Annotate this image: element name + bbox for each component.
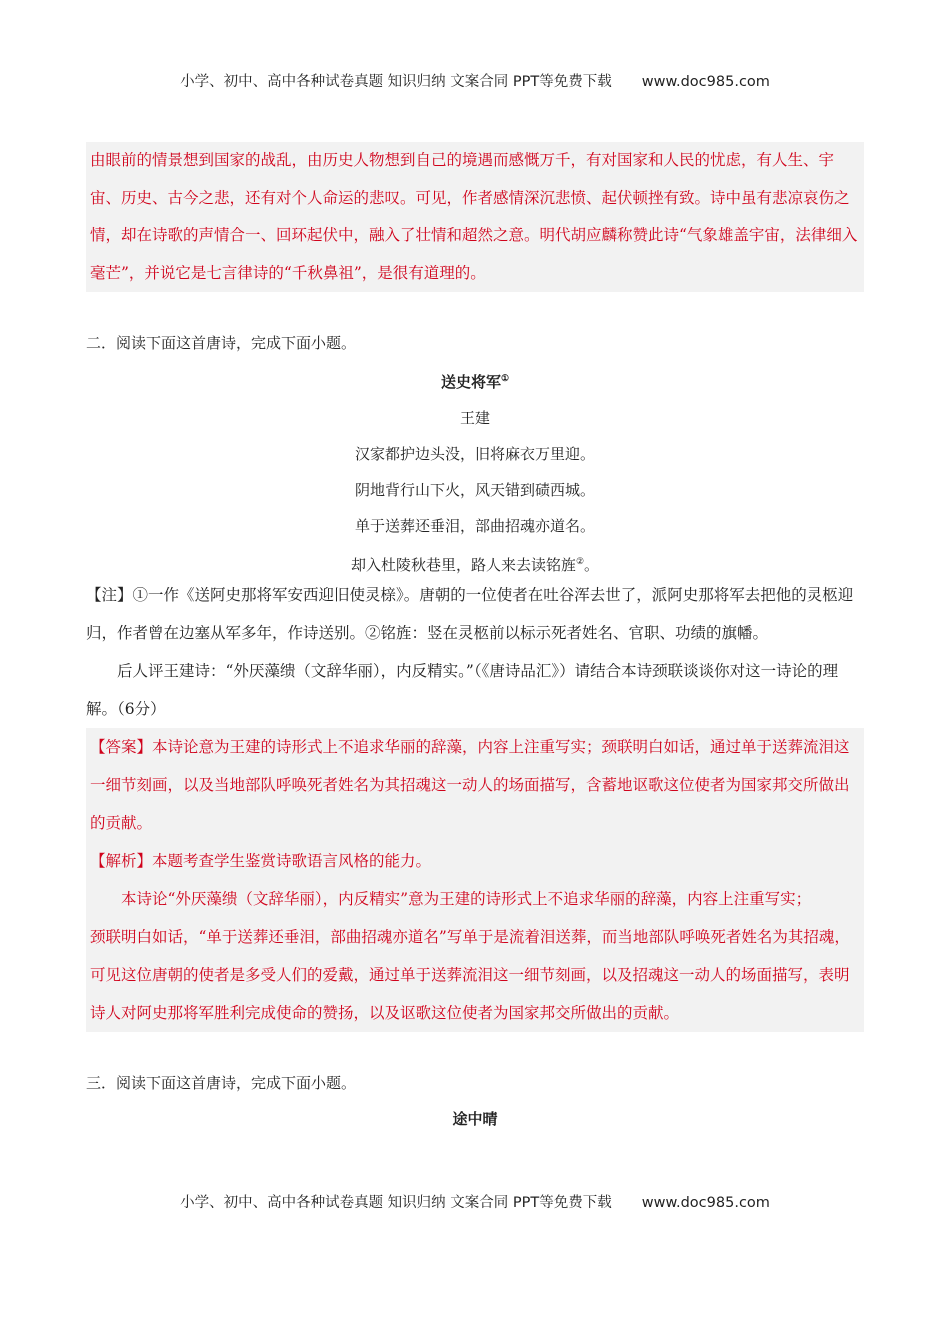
poem-line-1: 汉家都护边头没，旧将麻衣万里迎。 [354,445,595,463]
poem-line-4 [86,551,864,576]
question-3-title: 三．阅读下面这首唐诗，完成下面小题。 [86,1074,357,1092]
poem-line-4-text: 却入杜陵秋巷里，路人来去读铭旌 [350,556,576,574]
footer-url[interactable]: www.doc985.com [641,1195,770,1211]
document-content [86,142,864,1130]
page-footer [0,1191,950,1212]
page-header [0,70,950,91]
poem-line-4-end: 。 [584,556,600,574]
header-text: 小学、初中、高中各种试卷真题 知识归纳 文案合同 PPT等免费下载 [180,74,612,90]
poem-line-4-note-mark: ② [575,557,585,567]
analysis-paragraph-2: 颈联明白如话，“单于送葬还垂泪，部曲招魂亦道名”写单于是流着泪送葬，而当地部队呼唤死者姓名为其招魂，可见这位唐朝的使者是多受人们的爱戴，通过单于送葬流泪这一细节刻画，以及招魂这一动人的场面描写，表明诗人对阿史那将军胜利完成使命的赞扬，以及讴歌这位使者为国家邦交所做出的贡献。 [90,928,850,1022]
answer-block [86,728,864,1032]
analysis-paragraph-1: 本诗论“外厌藻缋（文辞华丽），内反精实”意为王建的诗形式上不追求华丽的辞藻，内容上注重写实； [121,890,812,908]
header-url[interactable]: www.doc985.com [641,74,770,90]
previous-answer-continuation: 由眼前的情景想到国家的战乱，由历史人物想到自己的境遇而感慨万千，有对国家和人民的忧虑，有人生、宇宙、历史、古今之悲，还有对个人命运的悲叹。可见，作者感情深沉悲愤、起伏顿挫有致。诗中虽有悲凉哀伤之情，却在诗歌的声情合一、回环起伏中，融入了壮情和超然之意。明代胡应麟称赞此诗“气象雄盖宇宙，法律细入毫芒”，并说它是七言律诗的“千秋鼻祖”，是很有道理的。 [86,142,864,292]
footer-text: 小学、初中、高中各种试卷真题 知识归纳 文案合同 PPT等免费下载 [180,1195,612,1211]
poem-author: 王建 [459,409,490,427]
question-3-poem-title: 途中晴 [452,1110,498,1128]
poem-note: 【注】①一作《送阿史那将军安西迎旧使灵榇》。唐朝的一位使者在吐谷浑去世了，派阿史那将军去把他的灵柩迎归，作者曾在边塞从军多年，作诗送别。②铭旌：竖在灵柩前以标示死者姓名、官职、功绩的旗幡。 [86,586,854,642]
question-2-title: 二．阅读下面这首唐诗，完成下面小题。 [86,334,357,352]
poem-line-3: 单于送葬还垂泪，部曲招魂亦道名。 [354,517,595,535]
poem-line-2: 阴地背行山下火，风天错到碛西城。 [354,481,595,499]
question-2-prompt: 后人评王建诗：“外厌藻缋（文辞华丽），内反精实。”（《唐诗品汇》）请结合本诗颈联谈谈你对这一诗论的理解。（6分） [86,662,839,718]
answer-text: 【答案】本诗论意为王建的诗形式上不追求华丽的辞藻，内容上注重写实；颈联明白如话，通过单于送葬流泪这一细节刻画，以及当地部队呼唤死者姓名为其招魂这一动人的场面描写，含蓄地讴歌这位使者为国家邦交所做出的贡献。 [90,738,850,832]
poem-title-note-mark: ① [500,374,510,384]
analysis-heading: 【解析】本题考查学生鉴赏诗歌语言风格的能力。 [90,852,432,870]
poem-title [86,368,864,393]
poem-title-text: 送史将军 [440,373,501,391]
